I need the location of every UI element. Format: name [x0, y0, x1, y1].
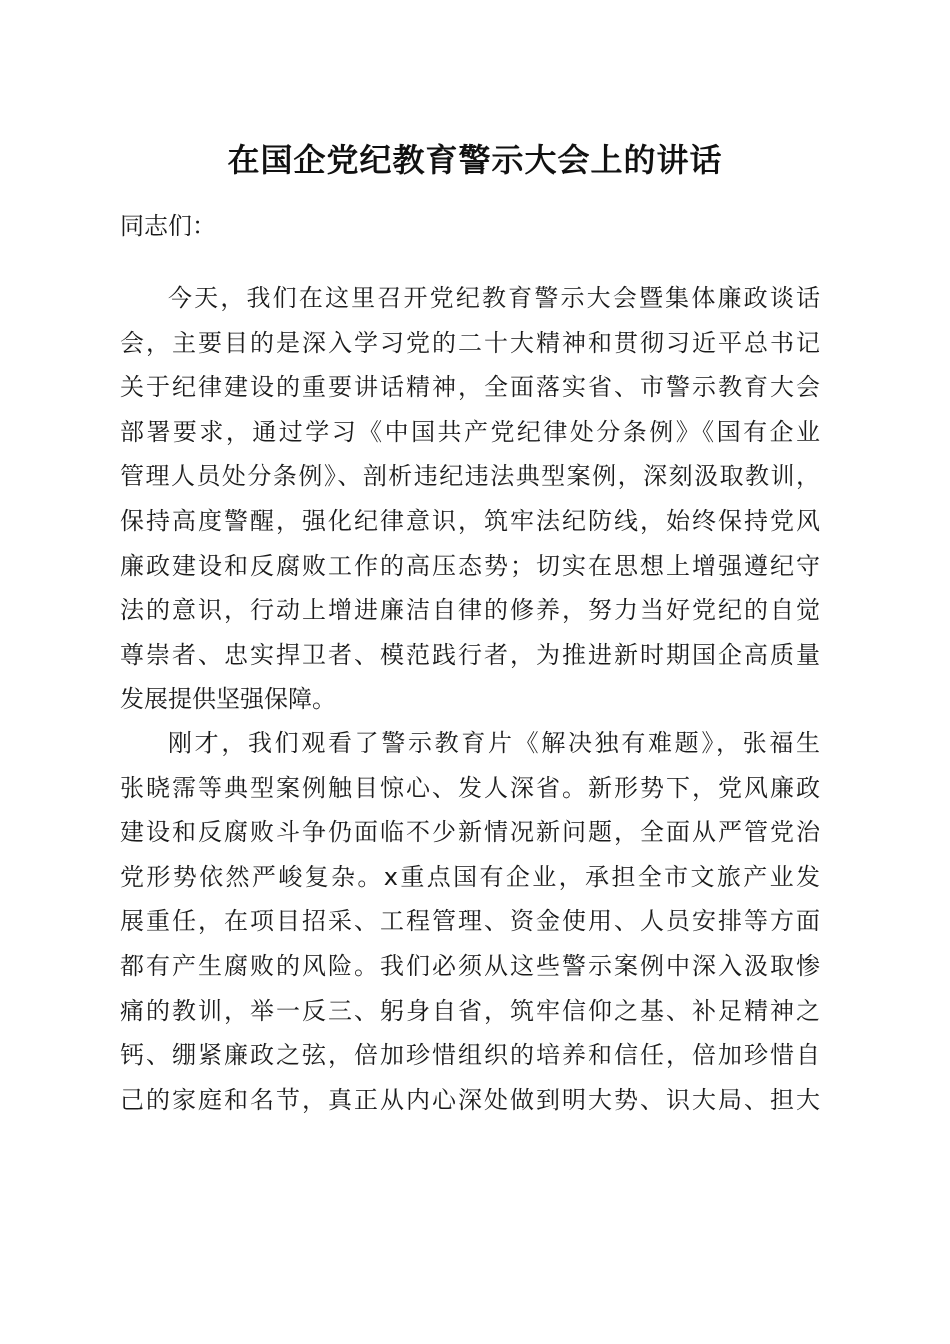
paragraph-2 — [120, 721, 820, 1122]
document-title: 在国企党纪教育警示大会上的讲话 — [227, 141, 723, 179]
paragraph-line: 关于纪律建设的重要讲话精神，全面落实省、市警示教育大会 — [120, 373, 820, 402]
paragraph-1 — [120, 276, 820, 722]
paragraph-line: 展重任，在项目招采、工程管理、资金使用、人员安排等方面 — [120, 907, 820, 936]
paragraph-line: 己的家庭和名节，真正从内心深处做到明大势、识大局、担大 — [120, 1085, 820, 1114]
paragraph-line: 部署要求，通过学习《中国共产党纪律处分条例》《国有企业 — [120, 417, 820, 446]
paragraph-line: 会，主要目的是深入学习党的二十大精神和贯彻习近平总书记 — [120, 328, 820, 357]
paragraph-line: 法的意识，行动上增进廉洁自律的修养，努力当好党纪的自觉 — [120, 596, 820, 625]
salutation: 同志们： — [120, 212, 216, 240]
paragraph-line: 廉政建设和反腐败工作的高压态势；切实在思想上增强遵纪守 — [120, 551, 820, 580]
paragraph-line: 今天，我们在这里召开党纪教育警示大会暨集体廉政谈话 — [168, 284, 820, 312]
paragraph-line: 刚才，我们观看了警示教育片《解决独有难题》，张福生 — [168, 729, 820, 757]
paragraph-line: 建设和反腐败斗争仍面临不少新情况新问题，全面从严管党治 — [120, 818, 820, 847]
paragraph-line: 发展提供坚强保障。 — [120, 685, 336, 714]
paragraph-line: 都有产生腐败的风险。我们必须从这些警示案例中深入汲取惨 — [120, 951, 820, 980]
paragraph-line: 党形势依然严峻复杂。x重点国有企业，承担全市文旅产业发 — [120, 862, 820, 891]
paragraph-line: 管理人员处分条例》、剖析违纪违法典型案例，深刻汲取教训， — [120, 462, 820, 491]
paragraph-line: 张晓霈等典型案例触目惊心、发人深省。新形势下，党风廉政 — [120, 773, 820, 802]
paragraph-line: 保持高度警醒，强化纪律意识，筑牢法纪防线，始终保持党风 — [120, 506, 820, 535]
paragraph-line: 钙、绷紧廉政之弦，倍加珍惜组织的培养和信任，倍加珍惜自 — [120, 1041, 820, 1070]
paragraph-line: 痛的教训，举一反三、躬身自省，筑牢信仰之基、补足精神之 — [120, 996, 820, 1025]
paragraph-line: 尊崇者、忠实捍卫者、模范践行者，为推进新时期国企高质量 — [120, 640, 820, 669]
